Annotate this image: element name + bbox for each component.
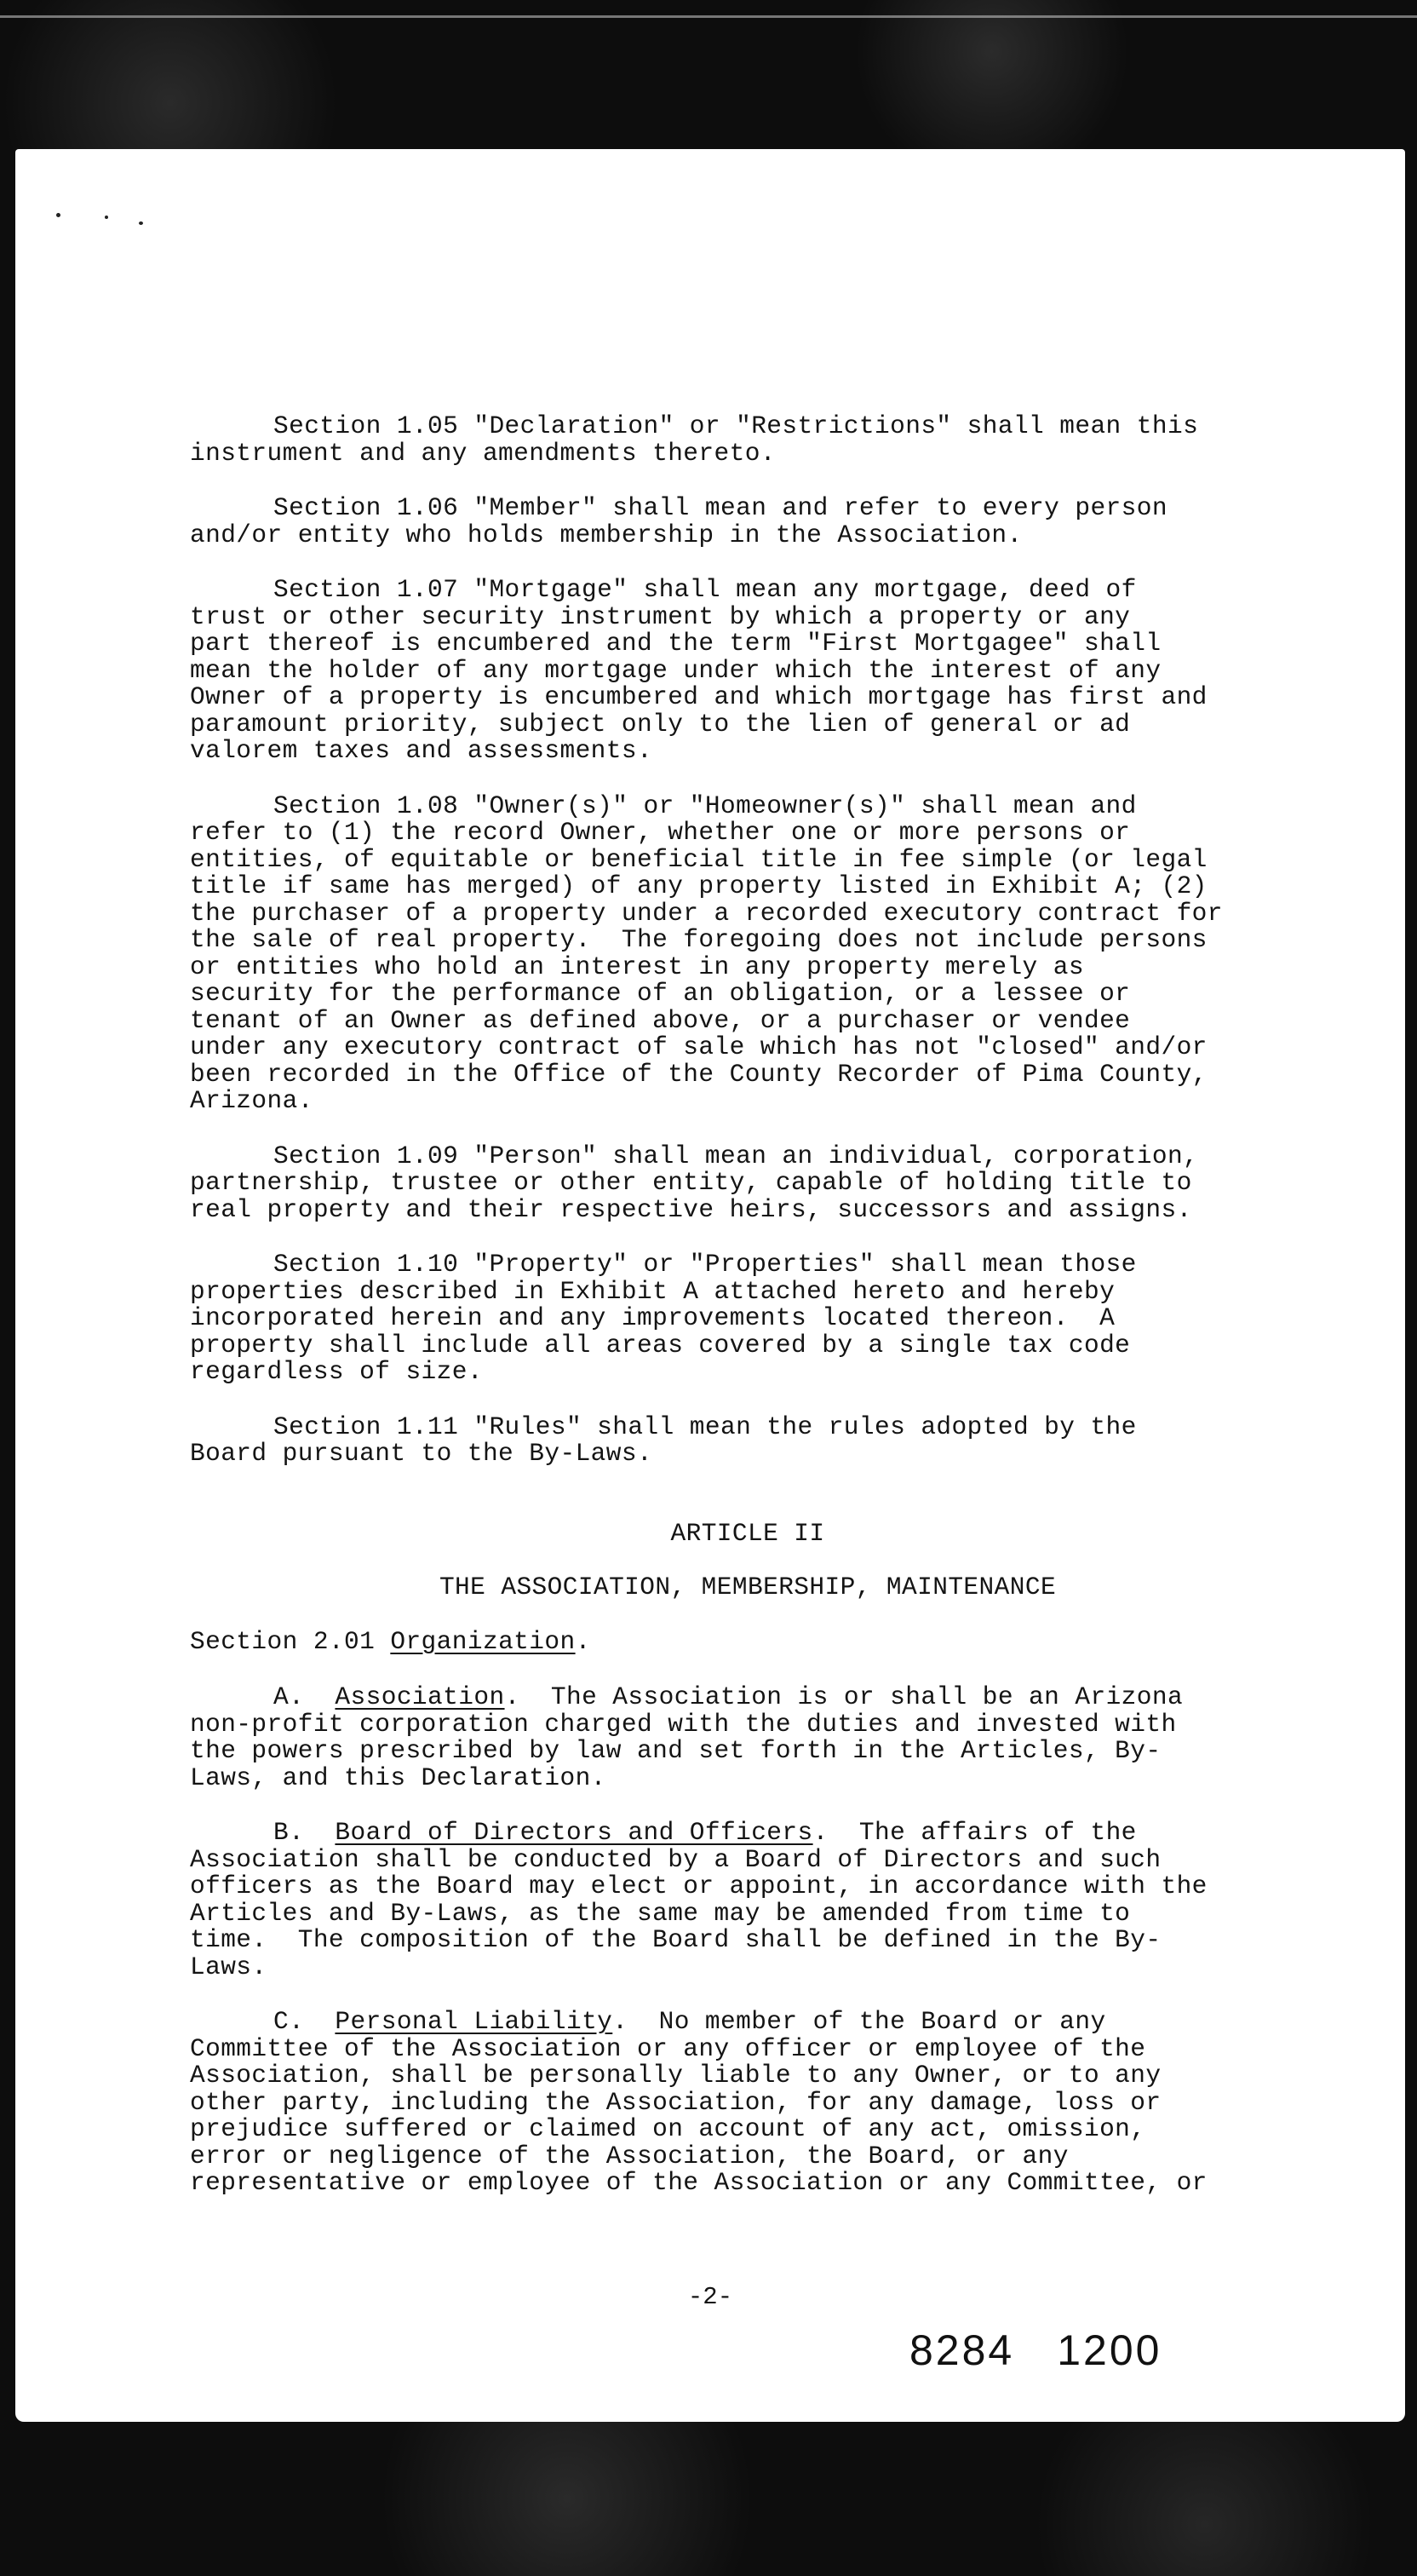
subsection-first-line-text: . The Association is or shall be an Arizona: [504, 1682, 1184, 1711]
scan-speck: [56, 213, 60, 217]
subsection-marker: B.: [273, 1818, 336, 1847]
paragraph-line: the purchaser of a property under a recorded executory contract for: [190, 898, 1223, 928]
scan-speck: [139, 221, 143, 225]
subsection-first-line-text: . The affairs of the: [812, 1818, 1137, 1847]
paragraph-line: Section 1.11 "Rules" shall mean the rules adopted by the: [273, 1412, 1137, 1441]
paragraph-line: part thereof is encumbered and the term "First Mortgagee" shall: [190, 629, 1162, 658]
subsection-first-line: [190, 2009, 1305, 2036]
document-page: [15, 149, 1405, 2422]
paragraph-line: real property and their respective heirs, successors and assigns.: [190, 1194, 1192, 1224]
paragraph-line: Arizona.: [190, 1086, 313, 1115]
recording-stamp: [909, 2326, 1162, 2375]
section-2-01-heading: [190, 1626, 1305, 1656]
article-title: ARTICLE II: [670, 1518, 825, 1548]
paragraph-line: Association, shall be personally liable to any Owner, or to any: [190, 2061, 1162, 2090]
paragraph-line: non-profit corporation charged with the duties and invested with: [190, 1709, 1177, 1739]
recording-page: 1200: [1057, 2326, 1162, 2374]
subsection-b-paragraph: [190, 1820, 1305, 1981]
scan-top-edge: [0, 15, 1417, 18]
paragraph-line: Section 1.06 "Member" shall mean and refer to every person: [273, 493, 1167, 522]
subsection-first-line-text: . No member of the Board or any: [612, 2007, 1106, 2036]
paragraph-line: paramount priority, subject only to the lien of general or ad: [190, 709, 1131, 739]
section-1-10-paragraph: [190, 1251, 1305, 1386]
subsection-title: Personal Liability: [335, 2007, 613, 2036]
paragraph-line: officers as the Board may elect or appoint, in accordance with the: [190, 1872, 1208, 1900]
paragraph-line: Laws.: [190, 1952, 267, 1981]
subsection-first-line: [190, 1684, 1305, 1711]
paragraph-line: incorporated herein and any improvements located thereon. A: [190, 1303, 1116, 1332]
paragraph-line: Articles and By-Laws, as the same may be amended from time to: [190, 1898, 1131, 1928]
paragraph-line: valorem taxes and assessments.: [190, 736, 653, 765]
article-subheading: [190, 1574, 1305, 1601]
paragraph-line: time. The composition of the Board shall be defined in the By-: [190, 1925, 1162, 1954]
section-1-07-paragraph: [190, 577, 1305, 765]
paragraph-line: prejudice suffered or claimed on account of any act, omission,: [190, 2114, 1146, 2143]
subsection-title: Board of Directors and Officers: [335, 1818, 813, 1847]
paragraph-line: error or negligence of the Association, the Board, or any: [190, 2141, 1069, 2171]
section-1-06-paragraph: [190, 495, 1305, 549]
subsection-marker: A.: [273, 1682, 336, 1711]
article-heading: [190, 1518, 1305, 1548]
paragraph-line: Laws, and this Declaration.: [190, 1762, 606, 1792]
paragraph-line: Board pursuant to the By-Laws.: [190, 1439, 653, 1468]
paragraph-line: instrument and any amendments thereto.: [190, 438, 776, 468]
paragraph-line: properties described in Exhibit A attached hereto and hereby: [190, 1276, 1116, 1306]
paragraph-line: Section 1.09 "Person" shall mean an individual, corporation,: [273, 1141, 1199, 1170]
page-number: -2-: [687, 2283, 733, 2311]
subsection-c-paragraph: [190, 2009, 1305, 2197]
section-1-08-paragraph: [190, 793, 1305, 1115]
paragraph-line: other party, including the Association, for any damage, loss or: [190, 2087, 1162, 2117]
paragraph-line: trust or other security instrument by which a property or any: [190, 601, 1131, 631]
paragraph-line: title if same has merged) of any property listed in Exhibit A; (2): [190, 871, 1208, 900]
paragraph-line: or entities who hold an interest in any property merely as: [190, 952, 1084, 981]
paragraph-line: and/or entity who holds membership in the Association.: [190, 520, 1023, 549]
paragraph-line: been recorded in the Office of the County Recorder of Pima County,: [190, 1059, 1208, 1089]
paragraph-line: Section 1.05 "Declaration" or "Restrictions" shall mean this: [273, 411, 1199, 440]
section-2-01-title: Organization: [390, 1626, 576, 1656]
paragraph-line: regardless of size.: [190, 1357, 483, 1386]
paragraph-line: security for the performance of an obligation, or a lessee or: [190, 979, 1131, 1008]
paragraph-line: representative or employee of the Association or any Committee, or: [190, 2168, 1208, 2197]
paragraph-line: refer to (1) the record Owner, whether one or more persons or: [190, 818, 1131, 847]
document-body: [190, 413, 1305, 2225]
paragraph-line: Owner of a property is encumbered and which mortgage has first and: [190, 682, 1208, 711]
recording-docket: 8284: [909, 2326, 1015, 2374]
paragraph-line: Section 1.07 "Mortgage" shall mean any mortgage, deed of: [273, 575, 1137, 604]
paragraph-line: Association shall be conducted by a Board of Directors and such: [190, 1844, 1162, 1874]
section-1-05-paragraph: [190, 413, 1305, 467]
section-2-01-prefix: Section 2.01: [190, 1626, 391, 1656]
subsection-marker: C.: [273, 2007, 336, 2036]
paragraph-line: under any executory contract of sale which has not "closed" and/or: [190, 1032, 1208, 1061]
paragraph-line: partnership, trustee or other entity, capable of holding title to: [190, 1168, 1192, 1197]
paragraph-line: Committee of the Association or any officer or employee of the: [190, 2033, 1146, 2063]
subsection-title: Association: [335, 1682, 505, 1711]
subsection-first-line: [190, 1820, 1305, 1847]
paragraph-line: the powers prescribed by law and set forth in the Articles, By-: [190, 1736, 1162, 1765]
scan-speck: [105, 216, 108, 219]
paragraph-line: Section 1.08 "Owner(s)" or "Homeowner(s)" shall mean and: [273, 791, 1137, 820]
paragraph-line: tenant of an Owner as defined above, or a purchaser or vendee: [190, 1005, 1131, 1035]
subsection-a-paragraph: [190, 1684, 1305, 1791]
section-1-09-paragraph: [190, 1143, 1305, 1224]
paragraph-line: property shall include all areas covered by a single tax code: [190, 1330, 1131, 1360]
article-subtitle: THE ASSOCIATION, MEMBERSHIP, MAINTENANCE: [439, 1573, 1057, 1601]
section-2-01-suffix: .: [575, 1626, 591, 1656]
section-1-11-paragraph: [190, 1414, 1305, 1468]
paragraph-line: entities, of equitable or beneficial title in fee simple (or legal: [190, 844, 1208, 874]
paragraph-line: mean the holder of any mortgage under which the interest of any: [190, 655, 1162, 685]
paragraph-line: Section 1.10 "Property" or "Properties" shall mean those: [273, 1250, 1137, 1279]
paragraph-line: the sale of real property. The foregoing does not include persons: [190, 925, 1208, 954]
